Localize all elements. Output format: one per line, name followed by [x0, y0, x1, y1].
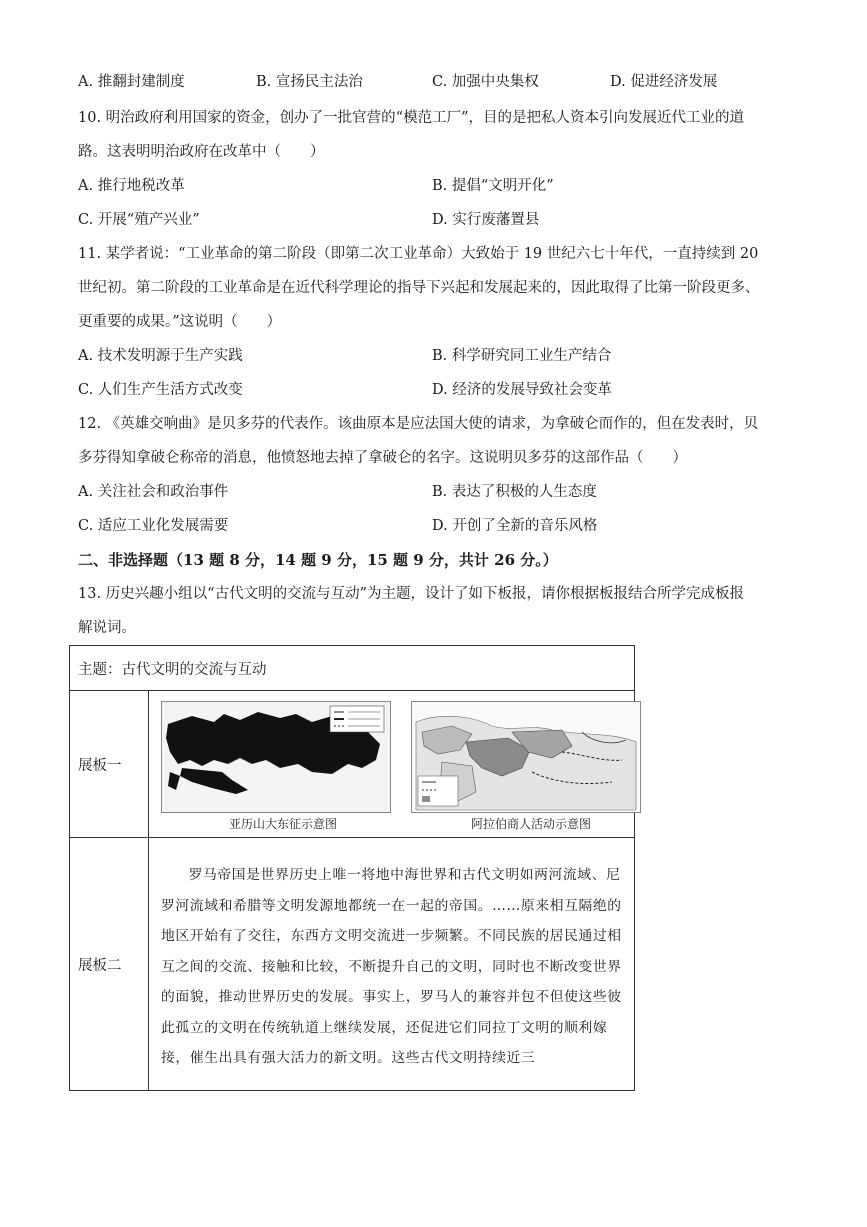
q9-option-a: A. 推翻封建制度: [78, 74, 185, 90]
q11-option-a: A. 技术发明源于生产实践: [78, 348, 243, 364]
map2-caption: 阿拉伯商人活动示意图: [471, 817, 592, 831]
q10-stem-line1: 10. 明治政府利用国家的资金，创办了一批官营的“模范工厂”，目的是把私人资本引向发展近代工业的道: [78, 110, 744, 126]
q10-option-b: B. 提倡“文明开化”: [432, 178, 554, 194]
q12-stem-line1: 12. 《英雄交响曲》是贝多芬的代表作。该曲原本是应法国大使的请求，为拿破仑而作的，但在发表时，贝: [78, 416, 759, 432]
panel2-label: 展板二: [70, 838, 149, 1091]
panel2-text: 罗马帝国是世界历史上唯一将地中海世界和古代文明如两河流域、尼罗河流域和希腊等文明发源地都统一在一起的帝国。……原来相互隔绝的地区开始有了交往，东西方文明交流进一步频繁。不同民族的居民通过相互之间的交流、接触和比较，不断提升自己的文明，同时也不断改变世界的面貌，推动世界历史的发展。事实上，罗马人的兼容并包不但使这些彼此孤立的文明在传统轨道上继续发展，还促进它们同拉丁文明的顺利嫁接，催生出具有强大活力的新文明。这些古代文明持续近三: [161, 867, 622, 1067]
q9-option-b: B. 宣扬民主法治: [256, 74, 363, 90]
panel1-maps: [149, 691, 635, 838]
q11-option-d: D. 经济的发展导致社会变革: [432, 382, 612, 398]
q9-option-c: C. 加强中央集权: [432, 74, 539, 90]
q11-stem-line2: 世纪初。第二阶段的工业革命是在近代科学理论的指导下兴起和发展起来的，因此取得了比第一阶段更多、: [78, 280, 760, 296]
arab-merchants-map: [411, 701, 641, 813]
q11-stem-line1: 11. 某学者说：“工业革命的第二阶段（即第二次工业革命）大致始于 19 世纪六七十年代，一直持续到 20: [78, 246, 759, 262]
panel1-label: 展板一: [70, 691, 149, 838]
q10-option-a: A. 推行地税改革: [78, 178, 185, 194]
board-table: [69, 645, 635, 1091]
q13-stem-line1: 13. 历史兴趣小组以“古代文明的交流与互动”为主题，设计了如下板报，请你根据板报结合所学完成板报: [78, 586, 744, 602]
q11-option-c: C. 人们生产生活方式改变: [78, 382, 243, 398]
q11-stem-line3: 更重要的成果。”这说明（ ）: [78, 314, 282, 330]
map1-caption: 亚历山大东征示意图: [229, 817, 338, 831]
q12-option-d: D. 开创了全新的音乐风格: [432, 518, 598, 534]
q10-option-d: D. 实行废藩置县: [432, 212, 540, 228]
panel2-passage: [149, 838, 635, 1091]
q9-option-d: D. 促进经济发展: [610, 74, 718, 90]
board-theme: 主题：古代文明的交流与互动: [70, 646, 635, 691]
q11-option-b: B. 科学研究同工业生产结合: [432, 348, 612, 364]
q12-option-c: C. 适应工业化发展需要: [78, 518, 229, 534]
q10-stem-line2: 路。这表明明治政府在改革中（ ）: [78, 144, 325, 160]
q12-option-b: B. 表达了积极的人生态度: [432, 484, 597, 500]
section-heading: 二、非选择题（13 题 8 分，14 题 9 分，15 题 9 分，共计 26 分。）: [78, 551, 558, 569]
alexander-campaign-map: [161, 701, 391, 813]
q12-option-a: A. 关注社会和政治事件: [78, 484, 229, 500]
q13-stem-line2: 解说词。: [78, 620, 136, 636]
q10-option-c: C. 开展“殖产兴业”: [78, 212, 200, 228]
q12-stem-line2: 多芬得知拿破仑称帝的消息，他愤怒地去掉了拿破仑的名字。这说明贝多芬的这部作品（ ）: [78, 450, 687, 466]
